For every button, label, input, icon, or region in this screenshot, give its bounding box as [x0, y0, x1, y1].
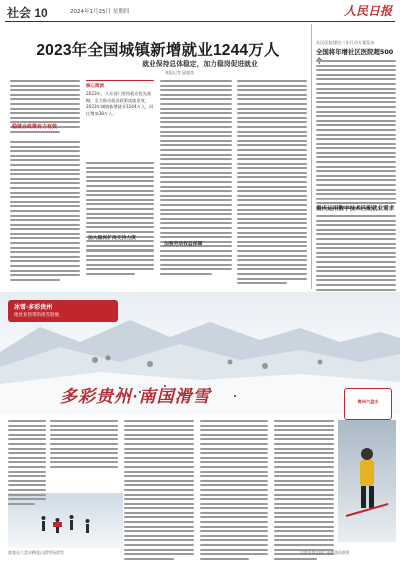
- feature-text-col0: [8, 420, 46, 507]
- issue-date: 2024年1月25日 星期四: [70, 9, 130, 15]
- body-text-col2b: [86, 250, 154, 278]
- body-text-col3: [160, 80, 232, 264]
- right-bottom-headline: 重庆运用数字技术匹配就业需求: [316, 206, 395, 212]
- right-top-headline: 全国将年增社区医院超500: [316, 48, 394, 56]
- feature-text-col4: [274, 420, 334, 562]
- page-header: [0, 0, 400, 22]
- pull-quote-label: 核心阅读: [86, 84, 104, 89]
- lead-subheadline: 就业保持总体稳定，加力稳岗促进就业: [142, 60, 258, 68]
- banner-sub-text: 地处亚热带的滑雪胜地: [14, 313, 59, 318]
- right-body-top: [316, 60, 396, 212]
- skier-figure: [338, 420, 396, 542]
- skier-photo-large: [338, 420, 396, 542]
- column-divider: [311, 24, 312, 289]
- badge-text: 贵州六盘水: [357, 399, 379, 404]
- section-label: 社会 10: [7, 6, 48, 20]
- body-text-col1: [10, 141, 80, 283]
- photo-credit: 六盘水市文体广电旅游局供图: [300, 550, 350, 555]
- feature-banner: [8, 300, 118, 322]
- pull-quote-box: [86, 80, 154, 161]
- section-head-3: 加强劳动权益保障: [164, 242, 203, 247]
- masthead-logo: [344, 2, 392, 19]
- feature-title: 多彩贵州·南国滑雪: [60, 387, 211, 406]
- header-rule: [5, 21, 395, 22]
- body-text-col3b: [160, 250, 232, 278]
- section-head-1: 稳就业政策有力有效: [12, 124, 58, 130]
- body-text-col4: [237, 80, 307, 287]
- feature-text-col2: [124, 420, 194, 562]
- right-divider: [316, 199, 396, 200]
- feature-text-col3: [200, 420, 268, 562]
- banner-top-text: 冰雪·多彩贵州: [14, 304, 53, 311]
- logo-text: 人民日报: [343, 4, 392, 18]
- feature-text-col1: [50, 420, 118, 471]
- right-kicker: 社区医院建设三年行动方案发布: [316, 40, 375, 45]
- section-head-2: 加大稳岗扩岗支持力度: [88, 236, 136, 241]
- pull-quote-text: 2023年，人社部门坚持就业优先战略，全力推动就业政策落地见效，2023年城镇新增就业1244万人，同比增加38万人。: [86, 91, 154, 116]
- lead-headline: 2023年全国城镇新增就业1244万人: [36, 42, 280, 59]
- feature-badge: [344, 388, 392, 420]
- photo-caption: 游客在六盘水梅花山滑雪场滑雪: [8, 550, 64, 555]
- byline: 本报记者 邱超奕: [165, 70, 195, 75]
